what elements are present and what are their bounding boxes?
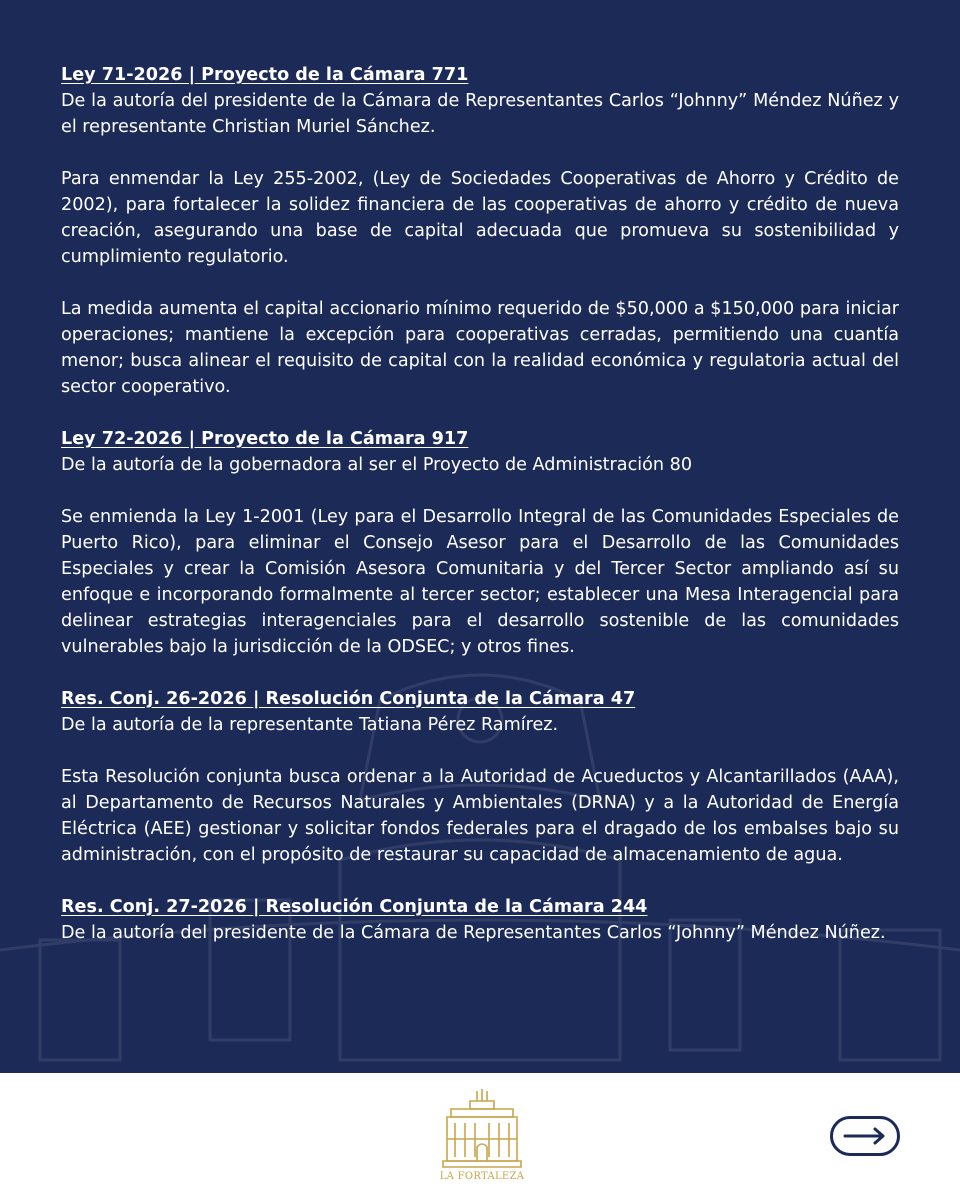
la-fortaleza-logo — [437, 1087, 527, 1187]
entry-res-conj-26 — [61, 686, 899, 868]
next-button[interactable] — [830, 1116, 900, 1156]
entry-authorship: De la autoría del presidente de la Cámara de Representantes Carlos “Johnny” Méndez Núñez. — [61, 923, 886, 943]
entry-ley-72 — [61, 426, 899, 660]
la-fortaleza-building-icon — [437, 1087, 527, 1169]
entry-paragraph: La medida aumenta el capital accionario mínimo requerido de $50,000 a $150,000 para iniciar operaciones; mantiene la excepción para cooperativas cerradas, permitiendo una cuantía menor; busca alinear el requisito de capital con la realidad económica y regulatoria actual del sector cooperativo. — [61, 299, 899, 397]
arrow-right-icon — [842, 1126, 888, 1146]
entries-list — [61, 62, 899, 972]
footer-bar — [0, 1073, 960, 1200]
entry-authorship: De la autoría del presidente de la Cámara de Representantes Carlos “Johnny” Méndez Núñez y el representante Christian Muriel Sánchez. — [61, 91, 899, 137]
entry-title-link[interactable]: Res. Conj. 26-2026 | Resolución Conjunta de la Cámara 47 — [61, 689, 636, 709]
entry-paragraph: Esta Resolución conjunta busca ordenar a la Autoridad de Acueductos y Alcantarillados (AAA), al Departamento de Recursos Naturales y Ambientales (DRNA) y a la Autoridad de Energía Eléctrica (AEE) gestionar y solicitar fondos federales para el dragado de los embalses bajo su administración, con el propósito de restaurar su capacidad de almacenamiento de agua. — [61, 767, 899, 865]
entry-authorship: De la autoría de la gobernadora al ser el Proyecto de Administración 80 — [61, 455, 693, 475]
logo-text: LA FORTALEZA — [439, 1171, 525, 1182]
entry-title-link[interactable]: Ley 71-2026 | Proyecto de la Cámara 771 — [61, 65, 469, 85]
entry-authorship: De la autoría de la representante Tatiana Pérez Ramírez. — [61, 715, 559, 735]
entry-paragraph: Para enmendar la Ley 255-2002, (Ley de Sociedades Cooperativas de Ahorro y Crédito de 2002), para fortalecer la solidez financiera de las cooperativas de ahorro y crédito de nueva creación, asegurando una base de capital adecuada que promueva su sostenibilidad y cumplimiento regulatorio. — [61, 169, 899, 267]
entry-ley-71 — [61, 62, 899, 400]
entry-res-conj-27 — [61, 894, 899, 946]
entry-paragraph: Se enmienda la Ley 1-2001 (Ley para el Desarrollo Integral de las Comunidades Especiales de Puerto Rico), para eliminar el Consejo Asesor para el Desarrollo de las Comunidades Especiales y crear la Comisión Asesora Comunitaria y del Tercer Sector ampliando así su enfoque e incorporando formalmente al tercer sector; establecer una Mesa Interagencial para delinear estrategias interagenciales para el desarrollo sostenible de las comunidades vulnerables bajo la jurisdicción de la ODSEC; y otros fines. — [61, 507, 899, 657]
entry-title-link[interactable]: Ley 72-2026 | Proyecto de la Cámara 917 — [61, 429, 469, 449]
entry-title-link[interactable]: Res. Conj. 27-2026 | Resolución Conjunta de la Cámara 244 — [61, 897, 648, 917]
